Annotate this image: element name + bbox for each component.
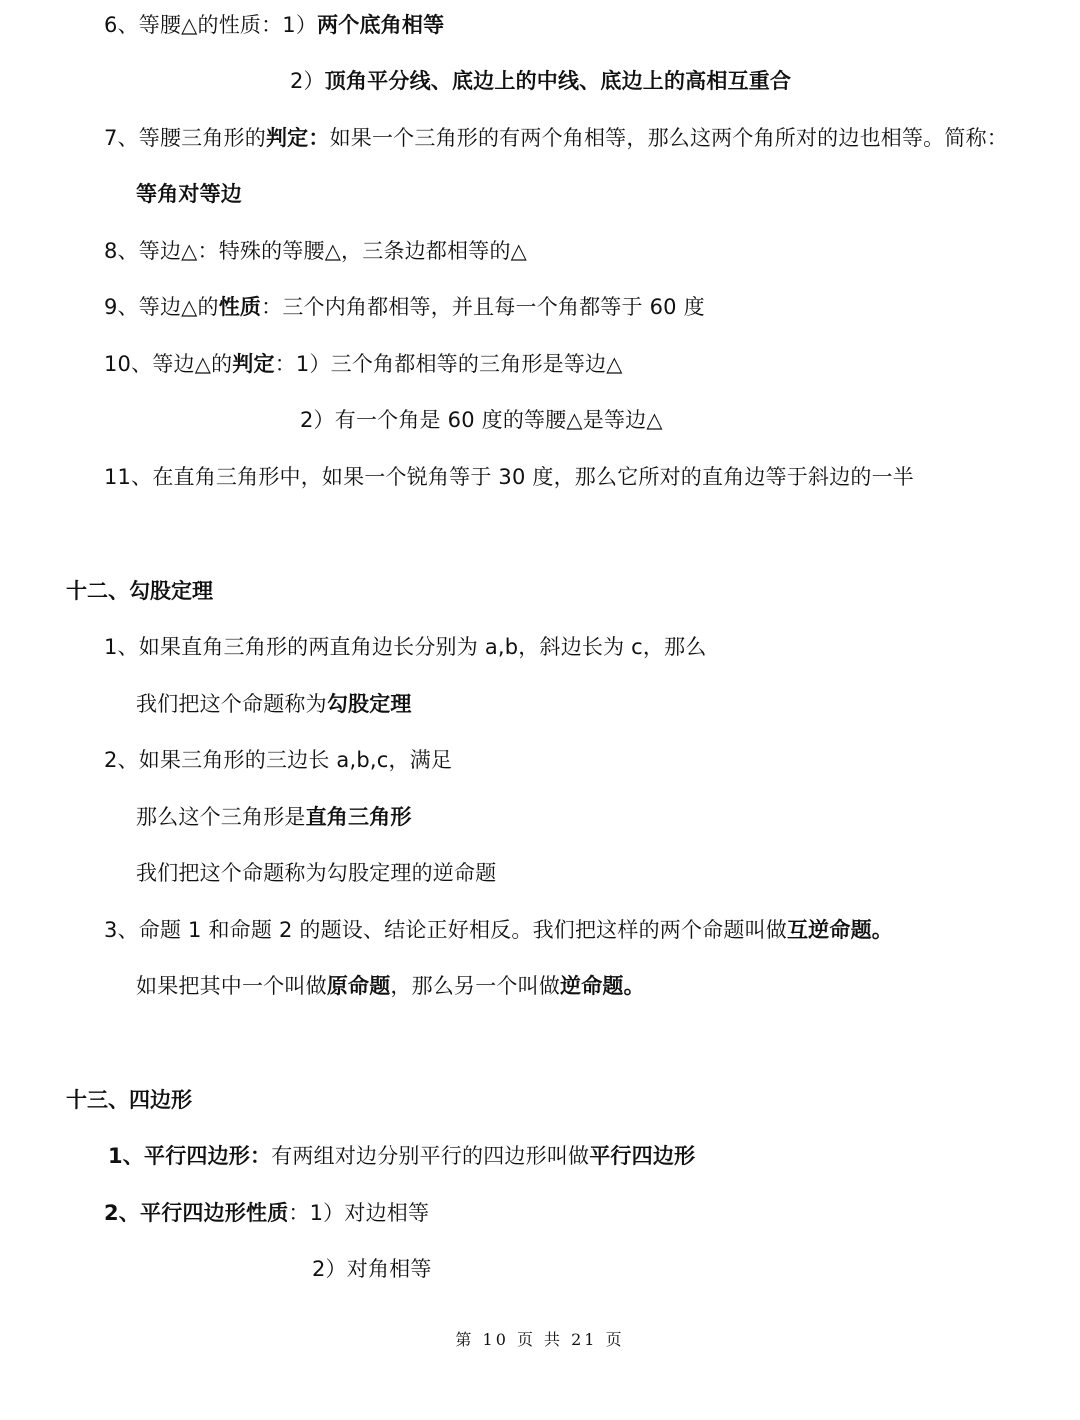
item-7-bold-judge: 判定： xyxy=(265,126,330,150)
s12-item-2-bold: 直角三角形 xyxy=(305,805,412,829)
page-number-footer: 第 10 页 共 21 页 xyxy=(455,1330,625,1349)
s13-item-2-bold-label: 2、平行四边形性质 xyxy=(104,1201,289,1225)
item-9-bold: 性质 xyxy=(218,295,262,319)
item-6-bold: 两个底角相等 xyxy=(317,13,445,37)
s13-item-2-text: ：1）对边相等 xyxy=(288,1201,430,1225)
item-7-bold-summary: 等角对等边 xyxy=(136,182,242,206)
section-13-heading: 十三、四边形 xyxy=(66,1088,192,1112)
item-10-prefix: 10、等边△的 xyxy=(104,352,233,376)
s12-item-3-cont-a: 如果把其中一个叫做 xyxy=(136,974,327,998)
s12-item-3-bold: 互逆命题。 xyxy=(786,918,893,942)
item-7-text: 如果一个三角形的有两个角相等，那么这两个角所对的边也相等。简称： xyxy=(329,126,1008,150)
s13-item-1-line xyxy=(108,1141,695,1171)
s12-item-3-cont-line xyxy=(136,971,645,1001)
item-7-line xyxy=(104,123,1008,153)
item-9-prefix: 9、等边△的 xyxy=(104,295,219,319)
item-8-line: 8、等边△：特殊的等腰△，三条边都相等的△ xyxy=(104,239,528,263)
item-10-bold: 判定 xyxy=(232,352,275,376)
s12-item-1-line: 1、如果直角三角形的两直角边长分别为 a,b，斜边长为 c，那么 xyxy=(104,635,707,659)
item-10-line xyxy=(104,349,623,379)
s13-item-2-line xyxy=(104,1198,429,1228)
s13-item-1-text: 有两组对边分别平行的四边形叫做 xyxy=(271,1144,590,1168)
item-10-text: ：1）三个角都相等的三角形是等边△ xyxy=(274,352,623,376)
item-9-text: ：三个内角都相等，并且每一个角都等于 60 度 xyxy=(261,295,705,319)
s12-item-1-cont-line xyxy=(136,689,412,719)
s12-item-2-cont-text: 那么这个三角形是 xyxy=(136,805,306,829)
section-12-heading: 十二、勾股定理 xyxy=(66,579,213,603)
s12-item-3-bold-converse: 逆命题。 xyxy=(560,974,645,998)
item-9-line xyxy=(104,292,705,322)
s12-item-3-cont-b: ，那么另一个叫做 xyxy=(390,974,561,998)
s13-item-1-bold-term: 平行四边形 xyxy=(589,1144,696,1168)
s12-item-3-line xyxy=(104,915,893,945)
item-7-prefix: 7、等腰三角形的 xyxy=(104,126,266,150)
item-6-sub-prefix: 2） xyxy=(290,69,325,93)
item-11-line: 11、在直角三角形中，如果一个锐角等于 30 度，那么它所对的直角边等于斜边的一半 xyxy=(104,465,914,489)
item-6-sub-bold: 顶角平分线、底边上的中线、底边上的高相互重合 xyxy=(324,69,792,93)
s13-item-2-sub-line: 2）对角相等 xyxy=(312,1257,432,1281)
s12-item-2-converse-line: 我们把这个命题称为勾股定理的逆命题 xyxy=(136,861,497,885)
item-7-cont-line xyxy=(136,179,242,209)
item-6-sub-line xyxy=(290,66,791,96)
s12-item-2-line: 2、如果三角形的三边长 a,b,c，满足 xyxy=(104,748,453,772)
s12-item-3-bold-original: 原命题 xyxy=(326,974,391,998)
s12-item-1-bold: 勾股定理 xyxy=(326,692,412,716)
item-6-line xyxy=(104,10,444,40)
item-10-sub-line: 2）有一个角是 60 度的等腰△是等边△ xyxy=(300,408,663,432)
s12-item-3-text: 3、命题 1 和命题 2 的题设、结论正好相反。我们把这样的两个命题叫做 xyxy=(104,918,787,942)
s12-item-1-cont-text: 我们把这个命题称为 xyxy=(136,692,327,716)
s13-item-1-bold-label: 1、平行四边形： xyxy=(108,1144,272,1168)
s12-item-2-cont-line xyxy=(136,802,412,832)
item-6-prefix: 6、等腰△的性质：1） xyxy=(104,13,318,37)
